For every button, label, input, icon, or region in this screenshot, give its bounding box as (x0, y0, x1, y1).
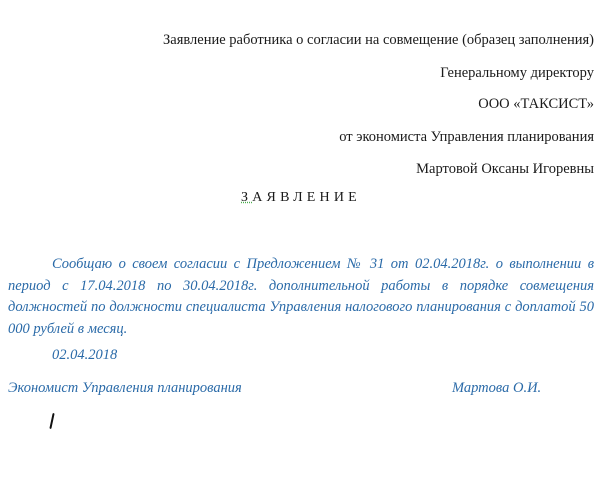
signature-mark-icon (49, 413, 54, 429)
signer-role: Экономист Управления планирования (8, 380, 242, 396)
heading-rest: АЯВЛЕНИЕ (252, 190, 361, 205)
addressee-position: Генеральному директору (440, 65, 594, 81)
sender-name: Мартовой Оксаны Игоревны (416, 161, 594, 177)
sender-position: от экономиста Управления планирования (339, 129, 594, 145)
addressee-company: ООО «ТАКСИСТ» (478, 96, 594, 112)
statement-date: 02.04.2018 (52, 347, 118, 363)
document-title: Заявление работника о согласии на совмещение (образец заполнения) (163, 32, 594, 48)
statement-heading (241, 190, 361, 206)
heading-first-letter: З (241, 190, 253, 205)
statement-body: Сообщаю о своем согласии с Предложением № 31 от 02.04.2018г. о выполнении в период с 17.04.2018 по 30.04.2018г. дополнительной работы в порядке совмещения должностей по должности специалиста Управления налогового планирования с доплатой 50 000 рублей в месяц. (8, 256, 594, 337)
signer-name: Мартова О.И. (452, 380, 542, 396)
